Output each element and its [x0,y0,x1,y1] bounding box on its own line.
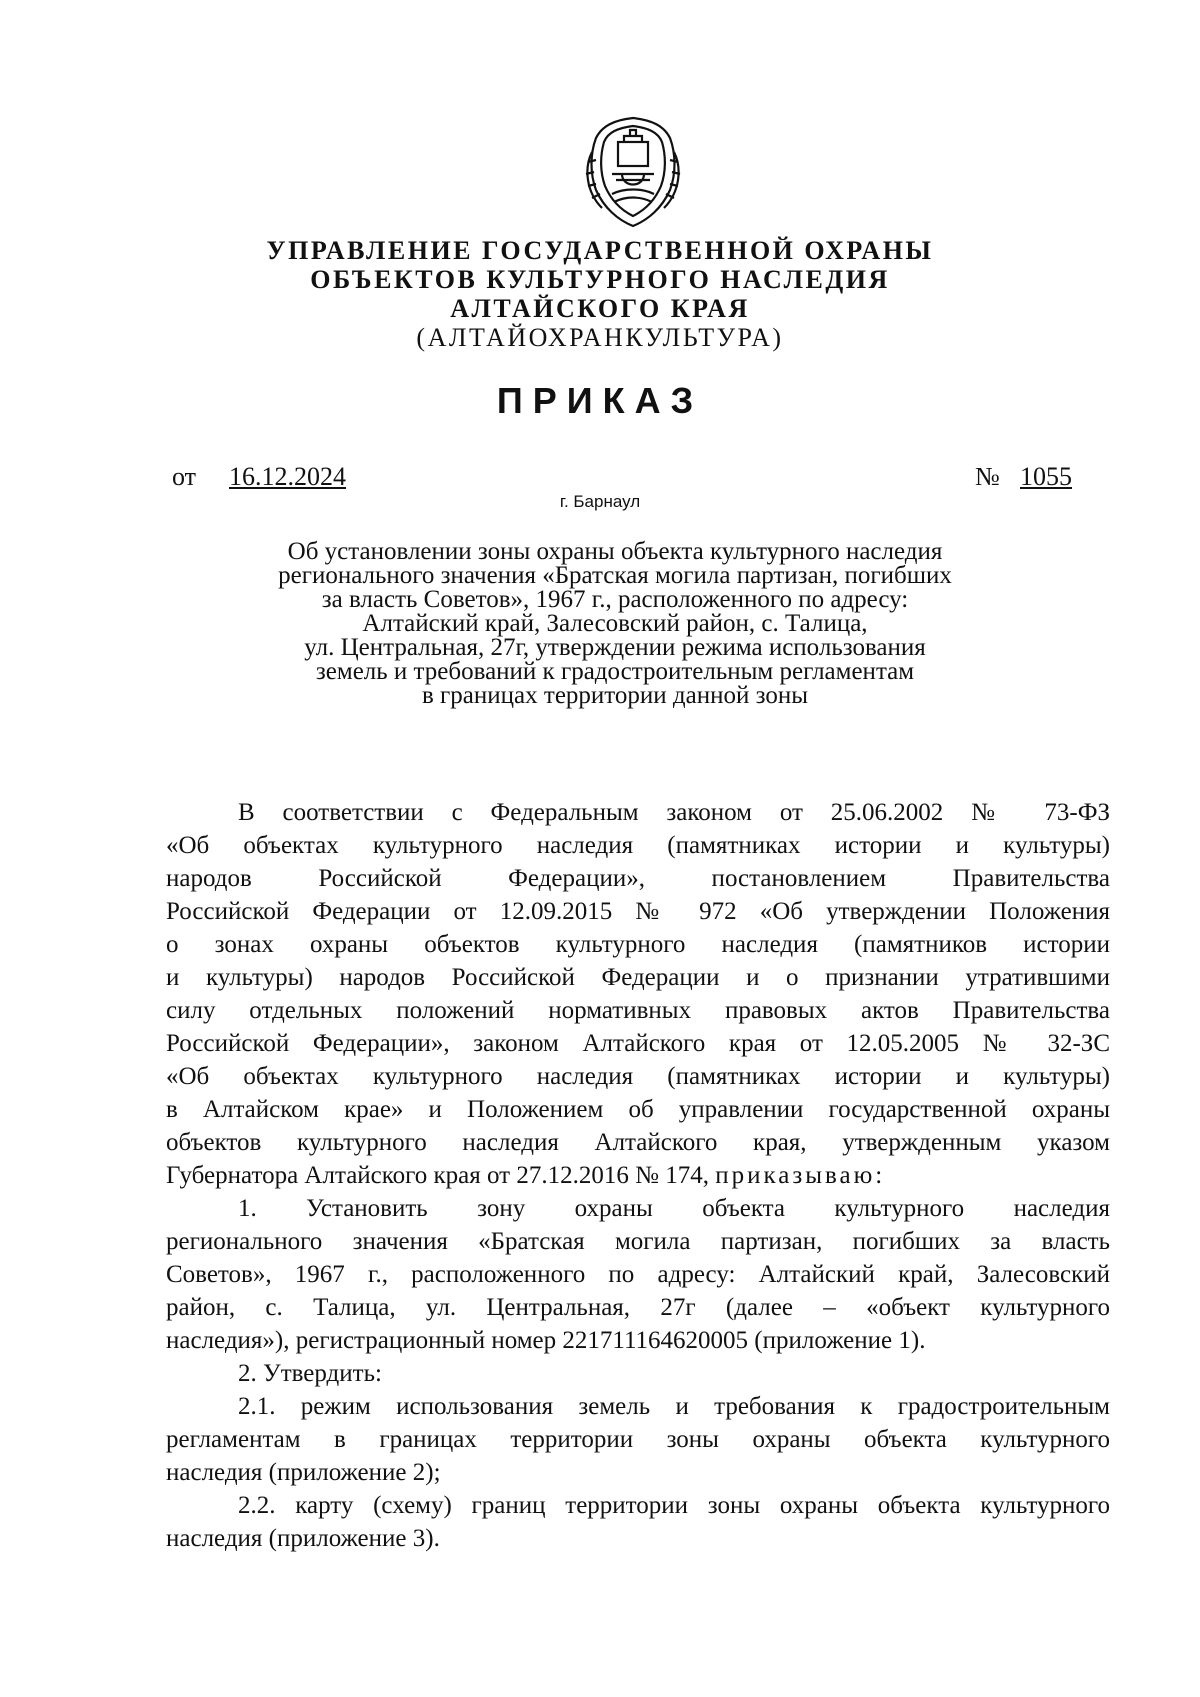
org-line-2: ОБЪЕКТОВ КУЛЬТУРНОГО НАСЛЕДИЯ [310,265,890,294]
date-label: от [172,462,197,491]
org-abbreviation: (АЛТАЙОХРАНКУЛЬТУРА) [416,323,784,352]
body-line: «Об объектах культурного наследия (памятниках истории и культуры) [166,1063,1110,1090]
item-1-line: 1. Установить зону охраны объекта культурного наследия [238,1195,1110,1222]
body-line: наследия (приложение 2); [166,1459,441,1486]
body-line: Российской Федерации», законом Алтайского края от 12.05.2005 № 32-ЗС [166,1030,1110,1057]
body-line: объектов культурного наследия Алтайского края, утвержденным указом [166,1129,1110,1156]
subject-line: Об установлении зоны охраны объекта культурного наследия [287,538,943,565]
body-line: Российской Федерации от 12.09.2015 № 972 «Об утверждении Положения [166,898,1110,925]
org-line-3: АЛТАЙСКОГО КРАЯ [450,294,750,323]
body-line-text: Губернатора Алтайского края от 27.12.2016 № 174, [166,1162,709,1189]
subject-line: земель и требований к градостроительным регламентам [315,658,915,685]
body-line: народов Российской Федерации», постановлением Правительства [166,865,1110,892]
document-type-title: ПРИКАЗ [496,380,704,421]
coat-of-arms-emblem [574,112,692,230]
order-subject [200,540,1030,708]
body-line: наследия»), регистрационный номер 221711164620005 (приложение 1). [166,1327,926,1354]
body-line: «Об объектах культурного наследия (памятниках истории и культуры) [166,832,1110,859]
body-line: Советов», 1967 г., расположенного по адресу: Алтайский край, Залесовский [166,1261,1110,1288]
subject-line: регионального значения «Братская могила партизан, погибших [278,562,952,589]
org-line-1: УПРАВЛЕНИЕ ГОСУДАРСТВЕННОЙ ОХРАНЫ [266,236,934,265]
order-number: 1055 [1020,462,1072,491]
organization-name [0,236,1200,352]
order-body [166,796,1110,1555]
subject-line: за власть Советов», 1967 г., расположенного по адресу: [321,586,909,613]
body-line: В соответствии с Федеральным законом от 25.06.2002 № 73-ФЗ [238,799,1110,826]
body-line-order [166,1159,1110,1192]
body-line: о зонах охраны объектов культурного наследия (памятников истории [166,931,1110,958]
item-2-2-line: 2.2. карту (схему) границ территории зоны охраны объекта культурного [238,1492,1110,1519]
city-name: г. Барнаул [559,492,641,511]
body-line: район, с. Талица, ул. Центральная, 27г (далее – «объект культурного [166,1294,1110,1321]
body-line: и культуры) народов Российской Федерации и о признании утратившими [166,964,1110,991]
body-line: регламентам в границах территории зоны охраны объекта культурного [166,1426,1110,1453]
item-2-line: 2. Утвердить: [238,1360,382,1387]
body-line: силу отдельных положений нормативных правовых актов Правительства [166,997,1110,1024]
order-word: приказываю: [715,1162,886,1189]
body-line: наследия (приложение 3). [166,1525,440,1552]
subject-line: Алтайский край, Залесовский район, с. Талица, [362,610,868,637]
body-line: регионального значения «Братская могила партизан, погибших за власть [166,1228,1110,1255]
body-line: в Алтайском крае» и Положением об управлении государственной охраны [166,1096,1110,1123]
number-label: № [975,462,1000,491]
subject-line: ул. Центральная, 27г, утверждении режима использования [304,634,926,661]
subject-line: в границах территории данной зоны [422,682,808,709]
item-2-1-line: 2.1. режим использования земель и требования к градостроительным [238,1393,1110,1420]
order-date: 16.12.2024 [229,462,346,491]
